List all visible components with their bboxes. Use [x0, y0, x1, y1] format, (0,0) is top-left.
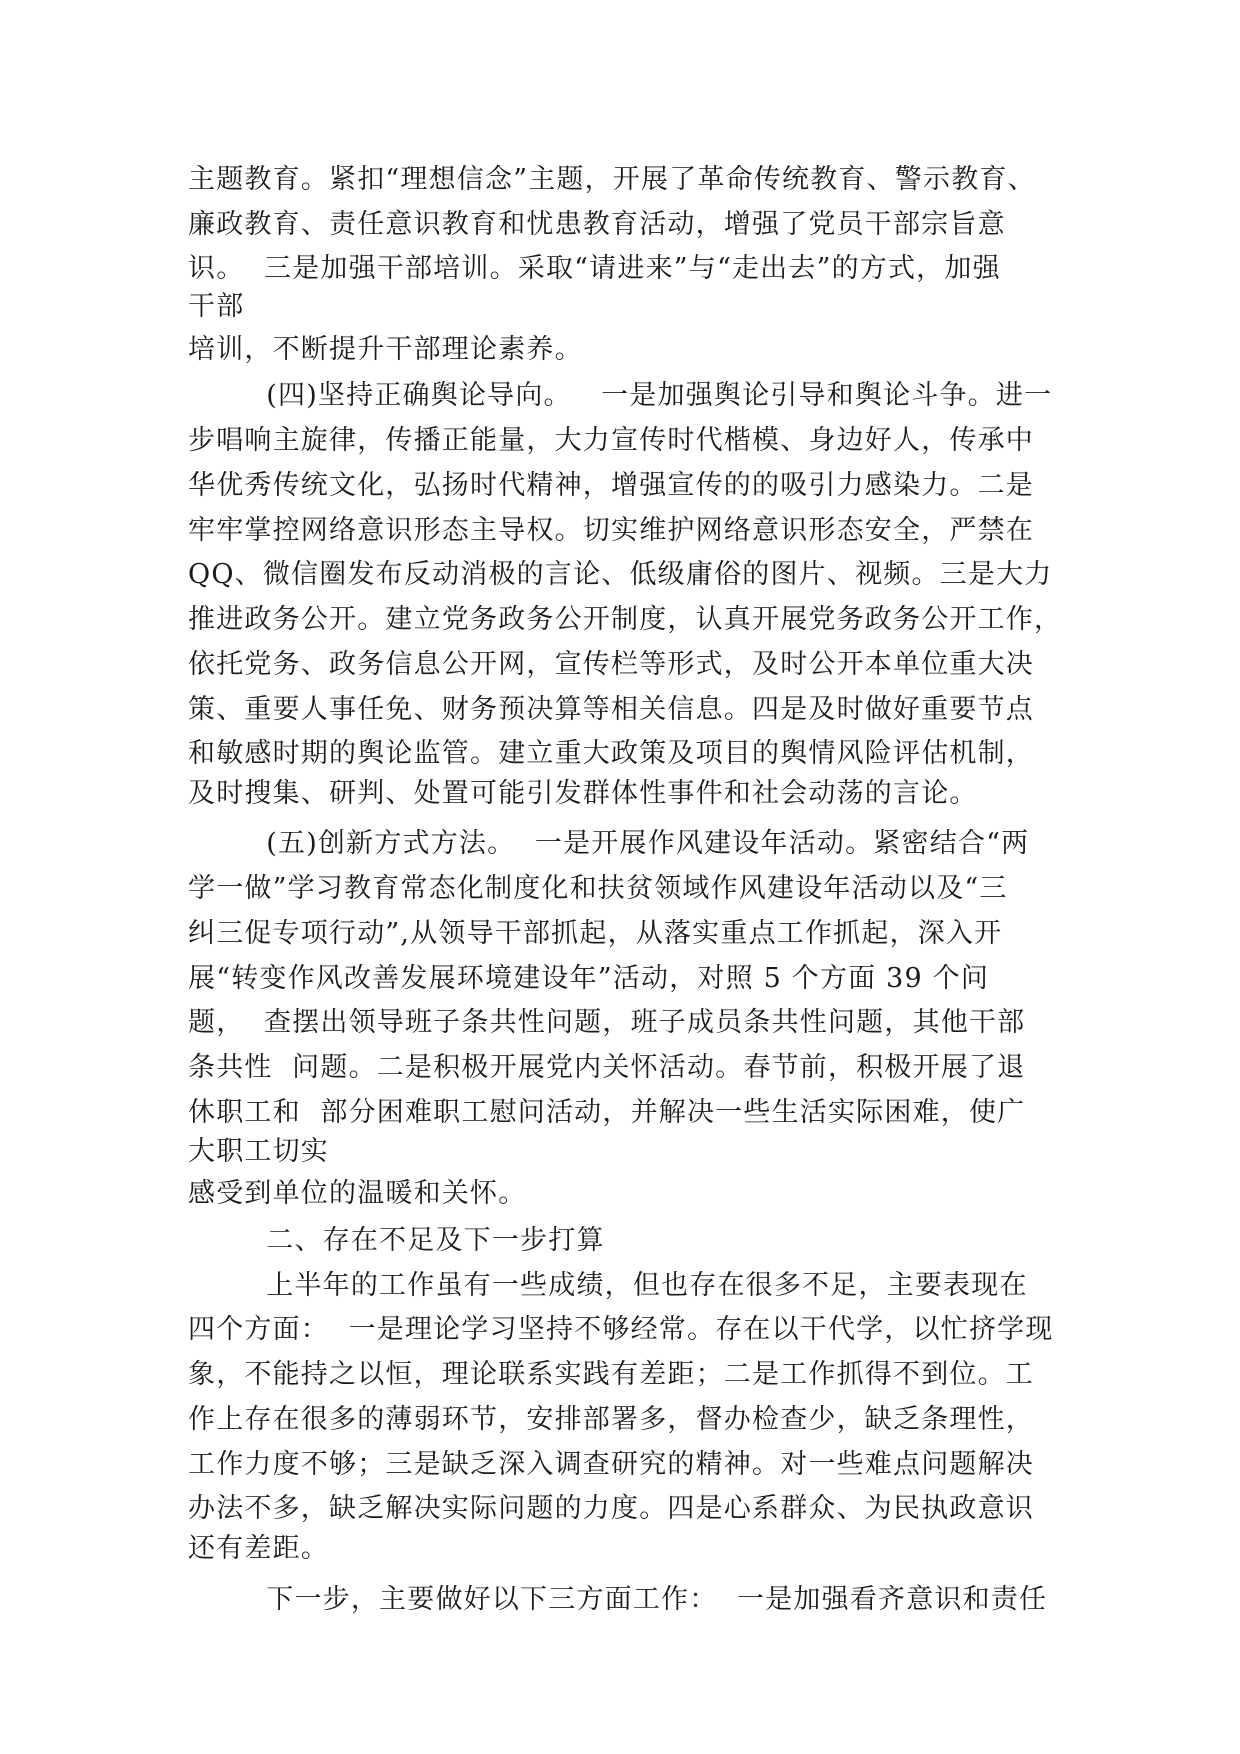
text-line: 培训，不断提升干部理论素养。 — [188, 334, 583, 365]
text-line: 依托党务、政务信息公开网，宣传栏等形式，及时公开本单位重大决 — [188, 649, 1034, 680]
text-line: 休职工和 部分困难职工慰问活动，并解决一些生活实际困难，使广 — [188, 1097, 1026, 1128]
text-line: 干部 — [188, 291, 245, 322]
text-line: 办法不多，缺乏解决实际问题的力度。四是心系群众、为民执政意识 — [188, 1493, 1034, 1524]
text-line: 作上存在很多的薄弱环节，安排部署多，督办检查少，缺乏条理性， — [188, 1404, 1034, 1435]
text-line: 主题教育。紧扣“理想信念”主题，开展了革命传统教育、警示教育、 — [188, 164, 1036, 195]
text-line: 还有差距。 — [188, 1533, 329, 1564]
text-line: 感受到单位的温暖和关怀。 — [188, 1178, 527, 1209]
text-line: 纠三促专项行动”,从领导干部抓起，从落实重点工作抓起，深入开 — [188, 918, 1003, 949]
text-line: 题， 查摆出领导班子条共性问题，班子成员条共性问题，其他干部 — [188, 1007, 1026, 1038]
text-line: 下一步，主要做好以下三方面工作： 一是加强看齐意识和责任 — [188, 1584, 1048, 1615]
text-line: 展“转变作风改善发展环境建设年”活动，对照 5 个方面 39 个问 — [188, 963, 990, 994]
text-line: 识。 三是加强干部培训。采取“请进来”与“走出去”的方式，加强 — [188, 253, 1001, 284]
text-line: 上半年的工作虽有一些成绩，但也存在很多不足，主要表现在 — [188, 1270, 1028, 1301]
text-line: 牢牢掌控网络意识形态主导权。切实维护网络意识形态安全，严禁在 — [188, 515, 1034, 546]
text-line: 大职工切实 — [188, 1136, 329, 1167]
text-line: 条共性 问题。二是积极开展党内关怀活动。春节前，积极开展了退 — [188, 1052, 1026, 1083]
text-line: 及时搜集、研判、处置可能引发群体性事件和社会动荡的言论。 — [188, 778, 978, 809]
text-line: 推进政务公开。建立党务政务公开制度，认真开展党务政务公开工作， — [188, 604, 1063, 635]
text-line: 步唱响主旋律，传播正能量，大力宣传时代楷模、身边好人，传承中 — [188, 425, 1034, 456]
text-line: 象，不能持之以恒，理论联系实践有差距；二是工作抓得不到位。工 — [188, 1359, 1034, 1390]
text-line: 和敏感时期的舆论监管。建立重大政策及项目的舆情风险评估机制， — [188, 738, 1034, 769]
section-heading-2: 二、存在不足及下一步打算 — [188, 1225, 605, 1256]
text-line: 工作力度不够；三是缺乏深入调查研究的精神。对一些难点问题解决 — [188, 1449, 1034, 1480]
text-line: 华优秀传统文化，弘扬时代精神，增强宣传的的吸引力感染力。二是 — [188, 470, 1034, 501]
section-heading-5: (五)创新方式方法。 一是开展作风建设年活动。紧密结合“两 — [188, 828, 1030, 859]
text-line: 学一做”学习教育常态化制度化和扶贫领域作风建设年活动以及“三 — [188, 873, 1008, 904]
text-line: 廉政教育、责任意识教育和忧患教育活动，增强了党员干部宗旨意 — [188, 209, 1006, 240]
text-line: 策、重要人事任免、财务预决算等相关信息。四是及时做好重要节点 — [188, 694, 1034, 725]
text-line: QQ、微信圈发布反动消极的言论、低级庸俗的图片、视频。三是大力 — [188, 559, 1053, 590]
text-line: 四个方面： 一是理论学习坚持不够经常。存在以干代学，以忙挤学现 — [188, 1314, 1054, 1345]
section-heading-4: (四)坚持正确舆论导向。 一是加强舆论引导和舆论斗争。进一 — [188, 380, 1053, 411]
